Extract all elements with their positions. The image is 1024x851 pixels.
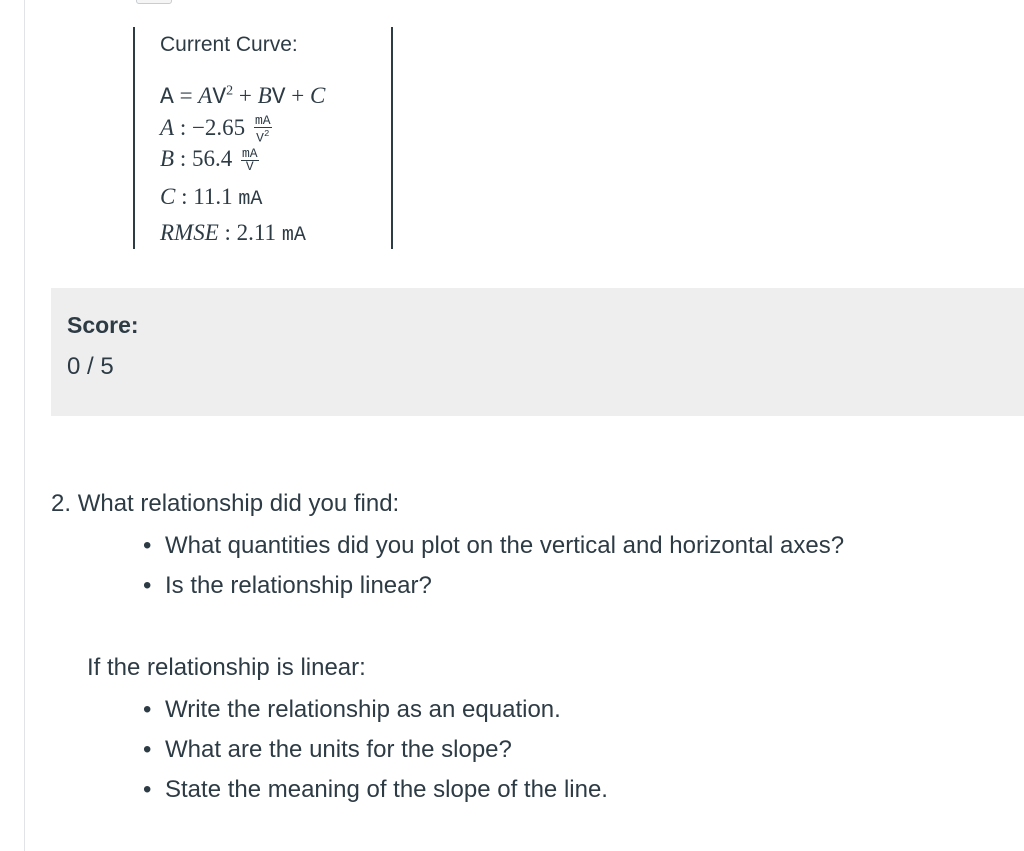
collapsed-panel-tab[interactable] — [136, 0, 172, 4]
rmse-symbol: RMSE — [160, 220, 219, 245]
score-panel — [51, 288, 1024, 416]
list-item: • What are the units for the slope? — [143, 736, 608, 776]
equation-plus: + — [233, 83, 258, 108]
coef-b-value: 56.4 — [191, 146, 233, 171]
coef-a-unit — [254, 115, 272, 144]
equation-plus: + — [285, 83, 311, 108]
content-left-border — [24, 0, 25, 851]
current-curve-fit-box — [133, 27, 393, 249]
rmse-value: 2.11 — [236, 220, 277, 245]
rmse-unit: mA — [281, 224, 306, 247]
curve-heading: Current Curve: — [160, 33, 298, 56]
equation-equals: = — [173, 83, 199, 108]
score-value: 0 / 5 — [67, 353, 114, 380]
equation-lhs: A — [160, 84, 174, 110]
equation-coef-a: A — [198, 83, 213, 108]
linear-bullet-list — [143, 696, 608, 816]
rmse-line — [160, 220, 306, 247]
question-bullet-list — [143, 532, 844, 612]
coef-b-separator: : — [174, 146, 192, 171]
coefficient-a-line — [160, 115, 272, 144]
coef-b-symbol: B — [160, 146, 175, 171]
coef-b-unit-numerator: mA — [241, 146, 258, 162]
coef-a-unit-denominator: $V^2$ — [256, 129, 270, 146]
question-text: What relationship did you find: — [77, 490, 400, 517]
score-label: Score: — [67, 312, 139, 338]
coef-c-value: 11.1 — [193, 184, 233, 209]
coef-b-unit-denominator: V — [245, 159, 254, 175]
list-item: • Is the relationship linear? — [143, 572, 844, 612]
list-item: • What quantities did you plot on the vertical and horizontal axes? — [143, 532, 844, 572]
coefficient-b-line — [160, 146, 259, 173]
coef-c-separator: : — [175, 184, 194, 209]
coef-b-unit — [241, 148, 259, 173]
rmse-separator: : — [218, 220, 237, 245]
question-number: 2. — [51, 490, 72, 517]
coefficient-c-line — [160, 184, 262, 211]
linear-condition-text: If the relationship is linear: — [87, 654, 366, 681]
coef-a-unit-numerator: mA — [254, 113, 271, 129]
coef-a-symbol: A — [160, 115, 175, 140]
fit-equation — [160, 83, 325, 110]
equation-coef-c: C — [310, 83, 326, 108]
list-item: • State the meaning of the slope of the line. — [143, 776, 608, 816]
coef-c-unit: mA — [238, 188, 263, 211]
equation-var-v: V — [212, 84, 227, 110]
coef-a-separator: : — [174, 115, 192, 140]
equation-exponent: 2 — [226, 83, 234, 99]
equation-coef-b: B — [257, 83, 272, 108]
equation-var-v: V — [271, 84, 286, 110]
question-heading — [51, 490, 399, 518]
coef-a-value: −2.65 — [191, 115, 246, 140]
coef-c-symbol: C — [160, 184, 176, 209]
list-item: • Write the relationship as an equation. — [143, 696, 608, 736]
